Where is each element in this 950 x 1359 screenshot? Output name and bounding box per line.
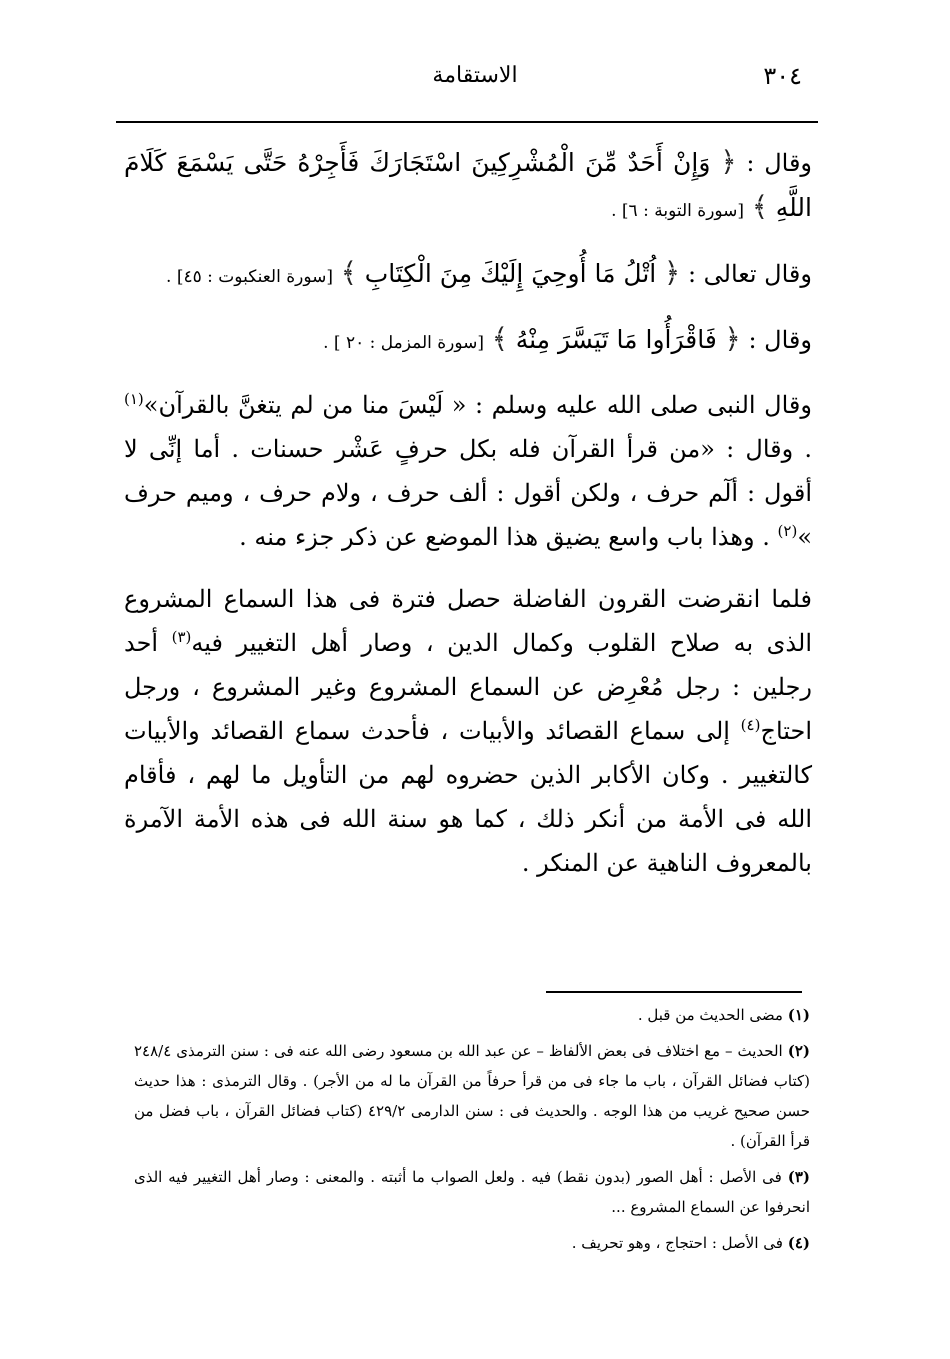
paragraph-quote-muzzammil: [124, 317, 812, 365]
paragraph-text: فلما انقرضت القرون الفاضلة حصل فترة فى هذا السماع المشروع الذى به صلاح القلوب وكمال الدين ، وصار أهل التغيير فيه: [124, 585, 812, 657]
footnote-4: [134, 1228, 810, 1258]
footnote-number: (٢): [787, 1042, 810, 1060]
quran-verse: فَاقْرَأُوا مَا تَيَسَّرَ مِنْهُ: [515, 325, 717, 354]
speech-lead: وقال :: [746, 149, 813, 177]
ornate-bracket-close: ﴾: [751, 190, 769, 223]
ornate-bracket-close: ﴾: [340, 256, 358, 289]
footnote-text: فى الأصل : أهل الصور (بدون نقط) فيه . ولعل الصواب ما أثبته . والمعنى : وصار أهل التغيير فيه الذى انحرفوا عن السماع المشروع ...: [134, 1168, 810, 1216]
running-title: الاستقامة: [432, 63, 518, 88]
ornate-bracket-open: ﴿: [663, 256, 681, 289]
speech-lead: وقال تعالى :: [687, 260, 812, 288]
paragraph-text: . وهذا باب واسع يضيق هذا الموضع عن ذكر جزء منه .: [239, 523, 778, 551]
footnote-number: (٤): [787, 1234, 810, 1252]
paragraph-quote-tawba: [124, 140, 812, 233]
footnote-3: [134, 1162, 810, 1222]
ornate-bracket-open: ﴿: [720, 145, 737, 178]
paragraph-hadith: [124, 383, 812, 559]
footnote-text: الحديث – مع اختلاف فى بعض الألفاظ – عن عبد الله بن مسعود رضى الله عنه فى : سنن الترمذى ٢٤٨/٤ (كتاب فضائل القرآن ، باب ما جاء فى من قرأ حرفاً من القرآن ما له من الأجر) . وقال الترمذى : هذا حديث حسن صحيح غريب من هذا الوجه . والحديث فى : سنن الدارمى ٤٢٩/٢ (كتاب فضائل القرآن ، باب فضل من قرأ القرآن) .: [134, 1042, 811, 1150]
footnote-ref-4[interactable]: (٤): [740, 716, 761, 734]
footnote-text: فى الأصل : احتجاج ، وهو تحريف .: [571, 1234, 783, 1252]
surah-citation: [سورة العنكبوت : ٤٥] .: [166, 267, 334, 287]
paragraph-quote-ankabut: [124, 251, 812, 299]
footnote-text: مضى الحديث من قبل .: [637, 1006, 783, 1024]
hadith-text: . وقال : «من قرأ القرآن فله بكل حرفٍ عَشْر حسنات . أما إنِّى لا أقول : ألٓم حرف ، ولكن أقول : ألف حرف ، ولام حرف ، وميم حرف »: [124, 435, 812, 551]
quran-verse: اُتْلُ مَا أُوحِيَ إِلَيْكَ مِنَ الْكِتَابِ: [364, 259, 657, 288]
paragraph-history: [124, 577, 812, 885]
header-rule: [116, 121, 818, 123]
footnote-number: (١): [787, 1006, 810, 1024]
main-text: [124, 140, 812, 885]
ornate-bracket-open: ﴿: [724, 322, 741, 355]
surah-citation: [سورة المزمل : ٢٠ ] .: [323, 333, 485, 353]
footnote-ref-2[interactable]: (٢): [777, 522, 798, 540]
footnote-2: [134, 1036, 810, 1156]
paragraph-text: أحد رجلين : رجل مُعْرِض عن السماع المشروع وغير المشروع ، ورجل احتاج: [124, 629, 813, 745]
paragraph-text: إلى سماع القصائد والأبيات ، فأحدث سماع القصائد والأبيات كالتغيير . وكان الأكابر الذين حضروه لهم من التأويل ما لهم ، فأقام الله فى الأمة من أنكر ذلك ، كما هو سنة الله فى هذه الأمة الآمرة بالمعروف الناهية عن المنكر .: [124, 717, 812, 877]
footnote-rule: [546, 991, 802, 993]
footnote-ref-3[interactable]: (٣): [171, 628, 192, 646]
footnotes: [134, 1000, 810, 1264]
footnote-1: [134, 1000, 810, 1030]
footnote-ref-1[interactable]: (١): [124, 390, 144, 408]
hadith-text: وقال النبى صلى الله عليه وسلم : « لَيْسَ منا من لم يتغنَّ بالقرآن»: [143, 391, 812, 419]
speech-lead: وقال :: [748, 326, 812, 354]
ornate-bracket-close: ﴾: [491, 322, 509, 355]
surah-citation: [سورة التوبة : ٦] .: [611, 201, 745, 221]
footnote-number: (٣): [787, 1168, 810, 1186]
quran-verse: وَإِنْ أَحَدٌ مِّنَ الْمُشْرِكِينَ اسْتَجَارَكَ فَأَجِرْهُ حَتَّى يَسْمَعَ كَلَامَ اللَّهِ: [124, 148, 812, 222]
page-number: ٣٠٤: [763, 62, 802, 90]
